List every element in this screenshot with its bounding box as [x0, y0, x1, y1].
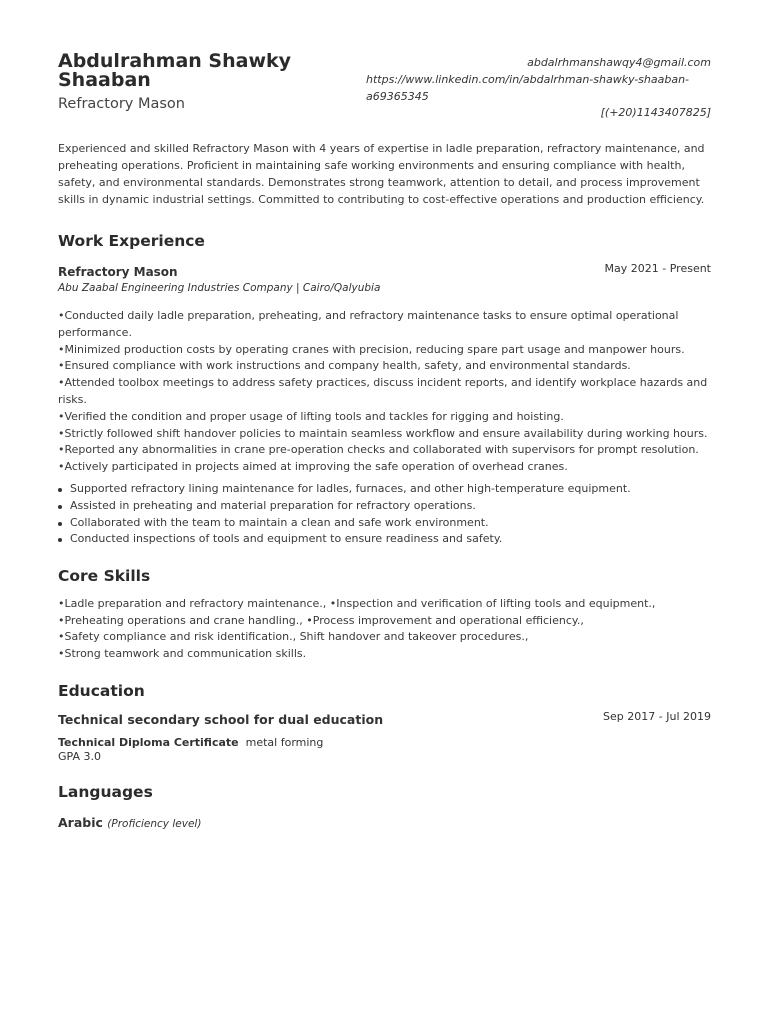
section-title-education: Education: [58, 682, 145, 700]
job-title: Refractory Mason: [58, 265, 178, 279]
skills-line: •Preheating operations and crane handling., •Process improvement and operational efficiency.,: [58, 613, 584, 627]
education-field: metal forming: [245, 736, 324, 749]
job-bullet: •Ensured compliance with work instructions and company health, safety, and environmental standards.: [58, 359, 631, 373]
list-item: Assisted in preheating and material preparation for refractory operations.: [70, 498, 723, 515]
phone-number: [(+20)1143407825]: [600, 106, 711, 119]
job-bullet: •Attended toolbox meetings to address safety practices, discuss incident reports, and identify workplace hazards and risks.: [58, 376, 708, 406]
linkedin-link[interactable]: https://www.linkedin.com/in/abdalrhman-shawky-shaaban-a69365345: [366, 73, 690, 103]
job-dates: May 2021 - Present: [604, 262, 711, 275]
job-bullet: •Conducted daily ladle preparation, preheating, and refractory maintenance tasks to ensure optimal operational performance.: [58, 309, 679, 339]
language-name: Arabic: [58, 815, 103, 830]
skills-list: [58, 596, 711, 662]
list-item: Supported refractory lining maintenance for ladles, furnaces, and other high-temperature equipment.: [70, 481, 723, 498]
email-link[interactable]: abdalrhmanshawqy4@gmail.com: [527, 56, 711, 69]
section-title-languages: Languages: [58, 783, 153, 801]
skills-line: •Strong teamwork and communication skills.: [58, 646, 307, 660]
section-title-skills: Core Skills: [58, 567, 151, 585]
candidate-role: Refractory Mason: [58, 96, 185, 112]
job-company: Abu Zaabal Engineering Industries Company | Cairo/Qalyubia: [58, 282, 381, 294]
list-item: Collaborated with the team to maintain a clean and safe work environment.: [70, 515, 723, 532]
section-title-work: Work Experience: [58, 232, 205, 250]
education-school: Technical secondary school for dual education: [58, 712, 384, 727]
language-level: (Proficiency level): [107, 818, 202, 830]
job-duties-list: [58, 481, 723, 548]
job-bullet: •Reported any abnormalities in crane pre-operation checks and collaborated with supervisors for prompt resolution.: [58, 443, 699, 457]
education-dates: Sep 2017 - Jul 2019: [603, 710, 711, 723]
job-bullet: •Verified the condition and proper usage of lifting tools and tackles for rigging and hoisting.: [58, 409, 564, 423]
job-bullet: •Strictly followed shift handover policies to maintain seamless workflow and ensure availability during working hours.: [58, 426, 708, 440]
job-bullet: •Actively participated in projects aimed at improving the safe operation of overhead cranes.: [58, 460, 568, 474]
education-gpa: GPA 3.0: [58, 750, 101, 763]
education-degree-line: [58, 736, 323, 749]
bullet-dot-icon: [58, 522, 62, 526]
list-item: Conducted inspections of tools and equipment to ensure readiness and safety.: [70, 531, 723, 548]
summary-paragraph: Experienced and skilled Refractory Mason with 4 years of expertise in ladle preparation, refractory maintenance, and preheating operations. Proficient in maintaining safe working environments and ensuring compliance with health, safety, and environmental standards. Demonstrates strong teamwork, attention to detail, and process improvement skills in dynamic industrial settings. Committed to contributing to cost-effective operations and production efficiency.: [58, 142, 705, 206]
candidate-name: Abdulrahman Shawky Shaaban: [58, 50, 292, 91]
education-degree: Technical Diploma Certificate: [58, 736, 239, 749]
contact-block: [366, 54, 711, 121]
bullet-dot-icon: [58, 488, 62, 492]
skills-line: •Safety compliance and risk identification., Shift handover and takeover procedures.,: [58, 630, 529, 644]
resume-page: [58, 0, 711, 1024]
skills-line: •Ladle preparation and refractory maintenance., •Inspection and verification of lifting tools and equipment.,: [58, 597, 656, 610]
job-bullet: •Minimized production costs by operating cranes with precision, reducing spare part usage and manpower hours.: [58, 342, 685, 356]
job-bullets: [58, 308, 711, 476]
bullet-dot-icon: [58, 538, 62, 542]
language-entry: [58, 815, 201, 830]
bullet-dot-icon: [58, 505, 62, 509]
